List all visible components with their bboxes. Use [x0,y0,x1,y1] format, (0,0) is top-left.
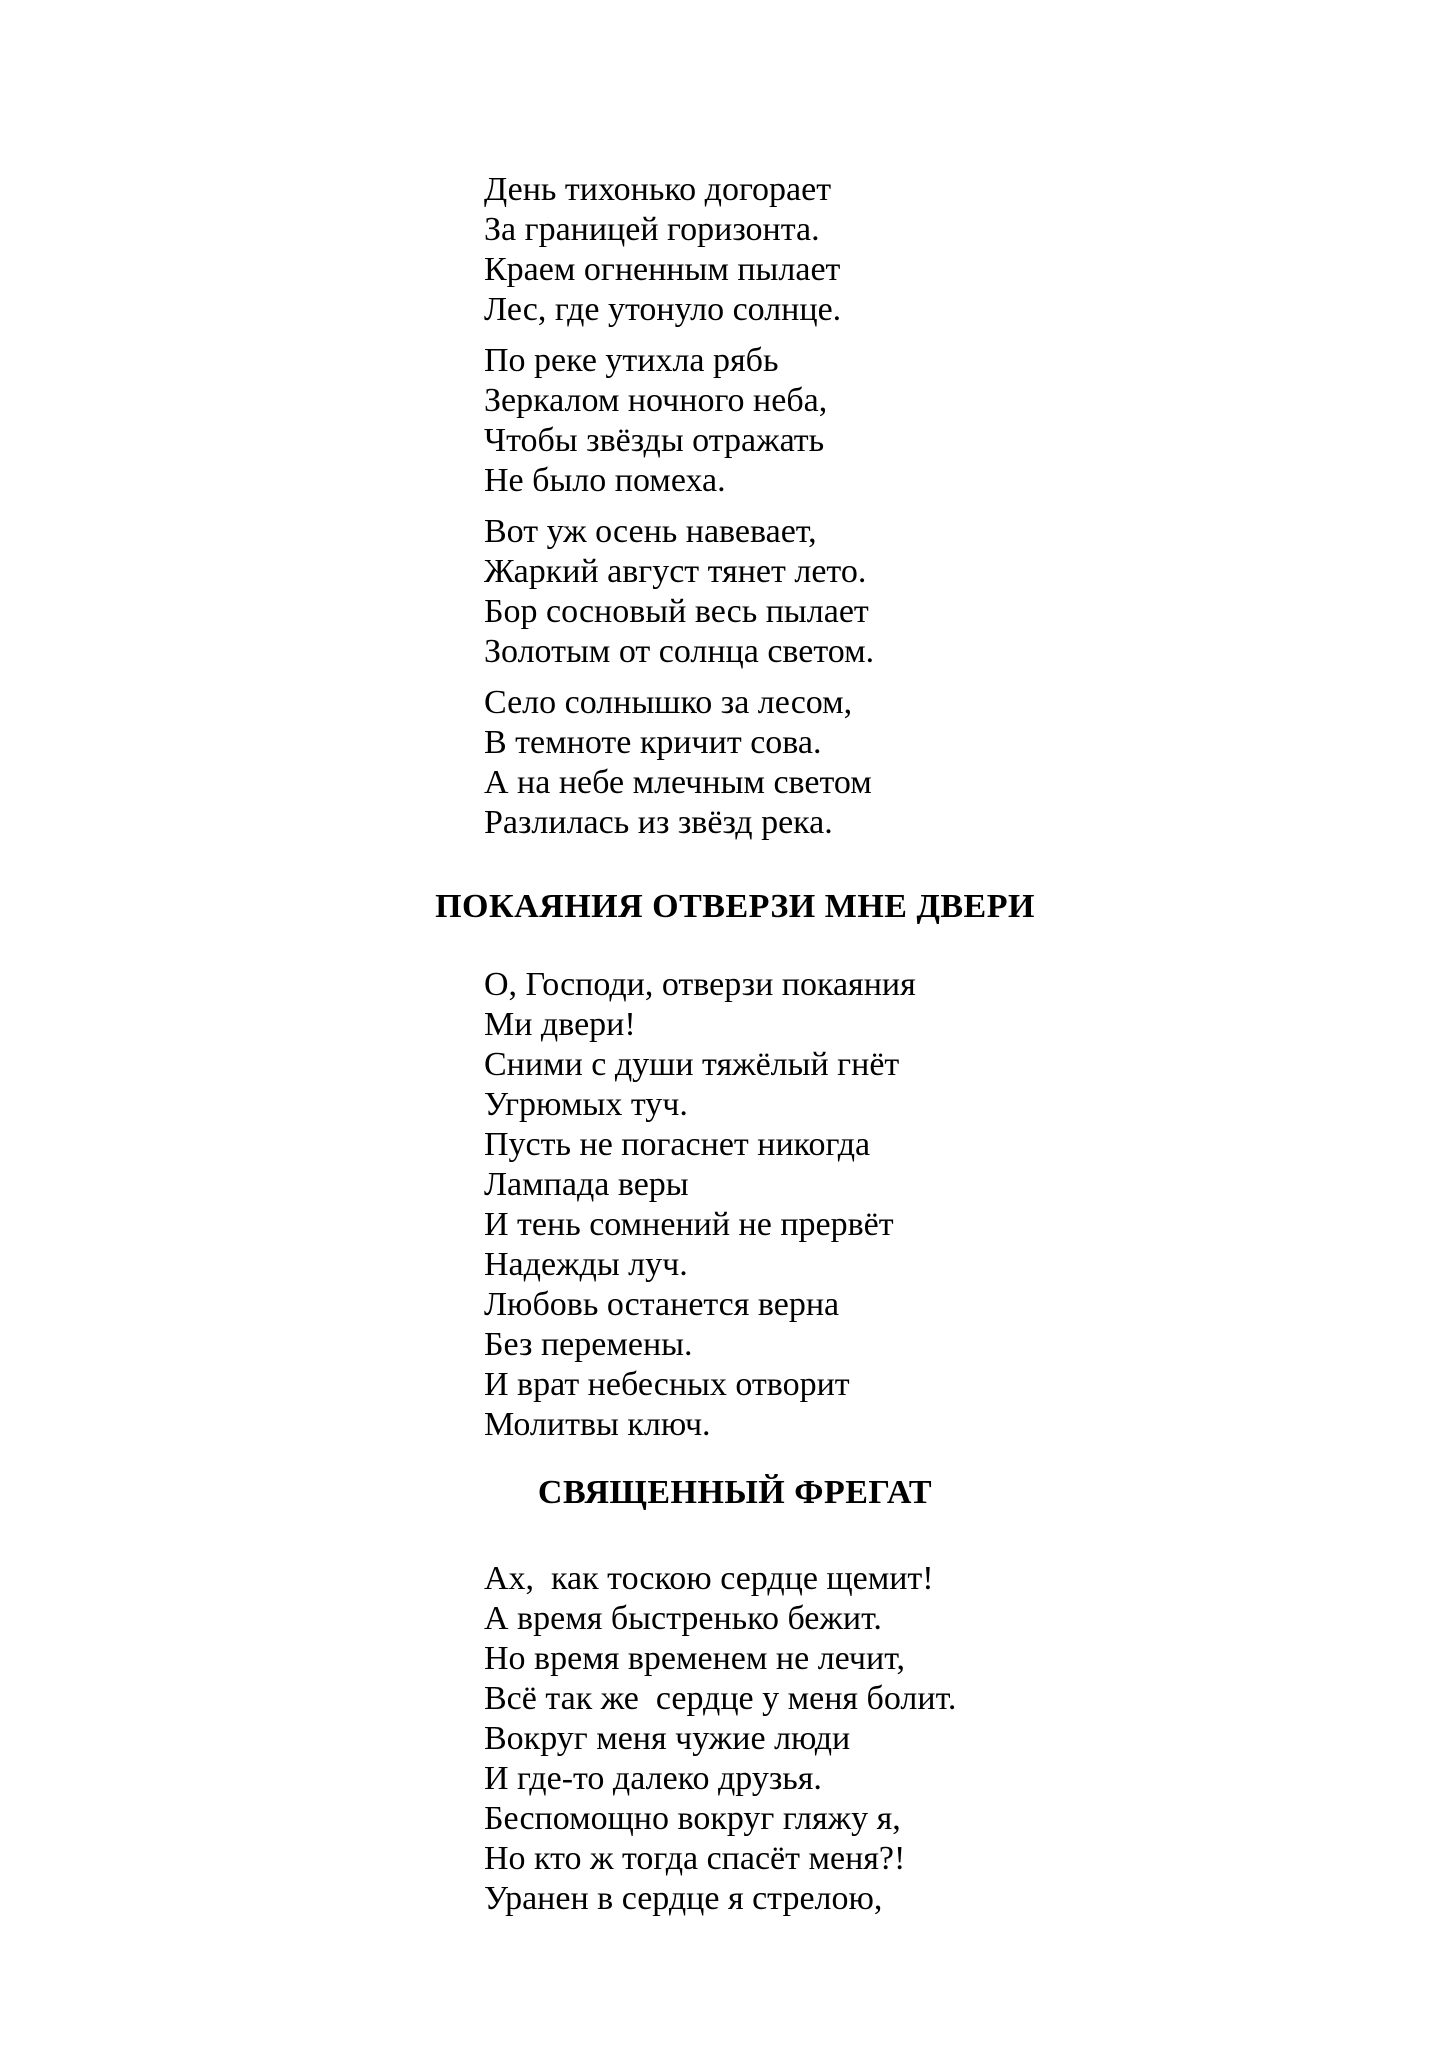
stanza-2 [484,341,1455,501]
poem-svyashchennyy-fregat [0,1559,1455,1919]
poem-line: Зеркалом ночного неба, [484,382,828,419]
poem-line: Не было помеха. [484,462,726,499]
poem-line: В темноте кричит сова. [484,724,822,761]
poem-line: Ах, как тоскою сердце щемит! [484,1560,934,1597]
poem-line: День тихонько догорает [484,171,832,208]
poem-line: По реке утихла рябь [484,342,779,379]
stanza-single [484,965,1455,1445]
poem-line: О, Господи, отверзи покаяния [484,966,916,1003]
poem-line: Бор сосновый весь пылает [484,593,869,630]
stanza-4 [484,683,1455,843]
poem-line: Золотым от солнца светом. [484,633,875,670]
poem-line: Любовь останется верна [484,1286,840,1323]
poem-line: Беспомощно вокруг гляжу я, [484,1800,901,1837]
stanza-1 [484,170,1455,330]
poem-line: Уранен в сердце я стрелою, [484,1880,883,1917]
poem-untitled-nature [0,170,1455,843]
poem-line: Но кто ж тогда спасёт меня?! [484,1840,906,1877]
poem-line: И врат небесных отворит [484,1366,850,1403]
poem-line: Сними с души тяжёлый гнёт [484,1046,900,1083]
poem-title-pokayaniya: ПОКАЯНИЯ ОТВЕРЗИ МНЕ ДВЕРИ [435,888,1035,925]
poem-line: И тень сомнений не прервёт [484,1206,894,1243]
poem-line: Ми двери! [484,1006,636,1043]
poem-line: А время быстренько бежит. [484,1600,882,1637]
poem-line: Чтобы звёзды отражать [484,422,825,459]
poem-line: Надежды луч. [484,1246,688,1283]
poem-line: Но время временем не лечит, [484,1640,905,1677]
poem-line: За границей горизонта. [484,211,820,248]
poem-line: Угрюмых туч. [484,1086,688,1123]
poem-line: Вокруг меня чужие люди [484,1720,851,1757]
poem-line: И где-то далеко друзья. [484,1760,822,1797]
poem-line: Лампада веры [484,1166,689,1203]
poem-line: Жаркий август тянет лето. [484,553,867,590]
poem-line: Село солнышко за лесом, [484,684,853,721]
poem-pokayaniya [0,965,1455,1445]
poem-title-svyashchennyy-fregat: СВЯЩЕННЫЙ ФРЕГАТ [537,1474,933,1511]
poem-line: Краем огненным пылает [484,251,841,288]
poem-line: Всё так же сердце у меня болит. [484,1680,957,1717]
poem-line: Лес, где утонуло солнце. [484,291,842,328]
stanza-single [484,1559,1455,1919]
poem-line: Разлилась из звёзд река. [484,804,833,841]
poem-line: Без перемены. [484,1326,693,1363]
poem-line: Вот уж осень навевает, [484,513,817,550]
stanza-3 [484,512,1455,672]
poem-line: А на небе млечным светом [484,764,872,801]
poem-line: Молитвы ключ. [484,1406,711,1443]
poem-line: Пусть не погаснет никогда [484,1126,871,1163]
